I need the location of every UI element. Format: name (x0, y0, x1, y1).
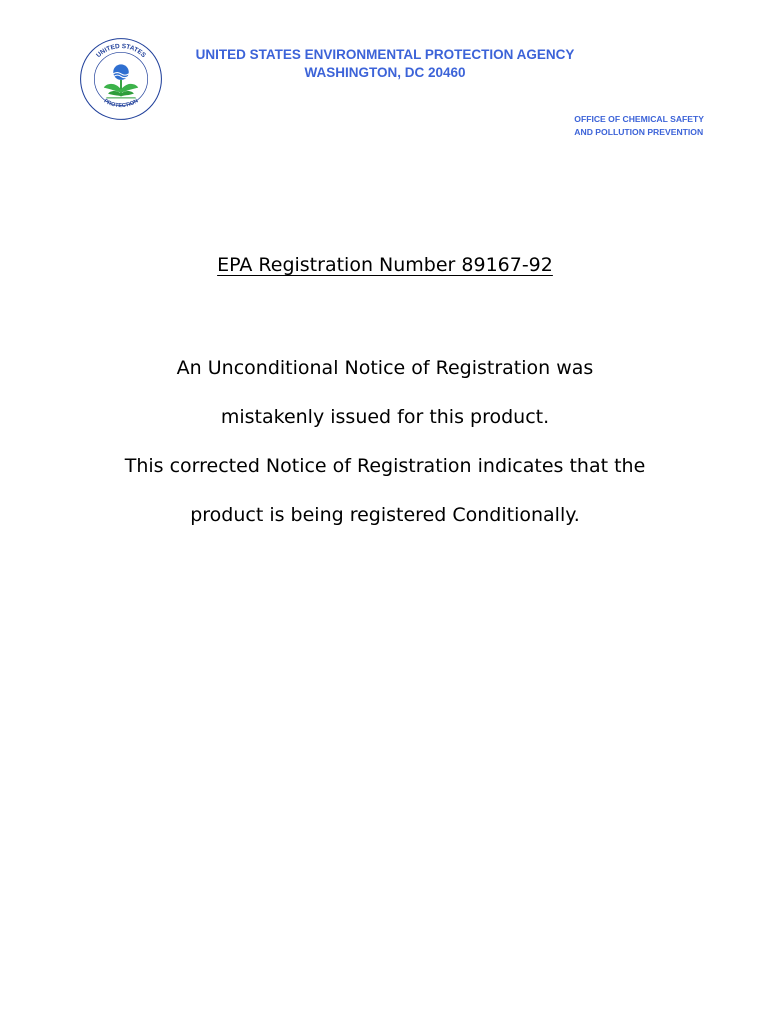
agency-name: UNITED STATES ENVIRONMENTAL PROTECTION AGENCY (195, 47, 575, 62)
registration-number-text: EPA Registration Number 89167-92 (217, 254, 553, 276)
notice-line: mistakenly issued for this product. (220, 406, 550, 428)
notice-line: product is being registered Conditionally. (190, 504, 580, 526)
agency-city: WASHINGTON, DC 20460 (304, 65, 466, 80)
svg-text:UNITED STATES (95, 43, 147, 60)
office-header (574, 113, 704, 139)
notice-line: This corrected Notice of Registration indicates that the (124, 455, 646, 477)
svg-text:PROTECTION (103, 98, 140, 109)
seal-bottom-text: PROTECTION (102, 98, 140, 110)
office-line-1: OFFICE OF CHEMICAL SAFETY (574, 114, 704, 124)
agency-header (150, 46, 620, 82)
notice-paragraph (0, 352, 770, 548)
office-line-2: AND POLLUTION PREVENTION (574, 127, 704, 137)
registration-heading (0, 254, 770, 276)
notice-line: An Unconditional Notice of Registration was (176, 357, 594, 379)
seal-top-text: UNITED STATES (95, 42, 147, 60)
